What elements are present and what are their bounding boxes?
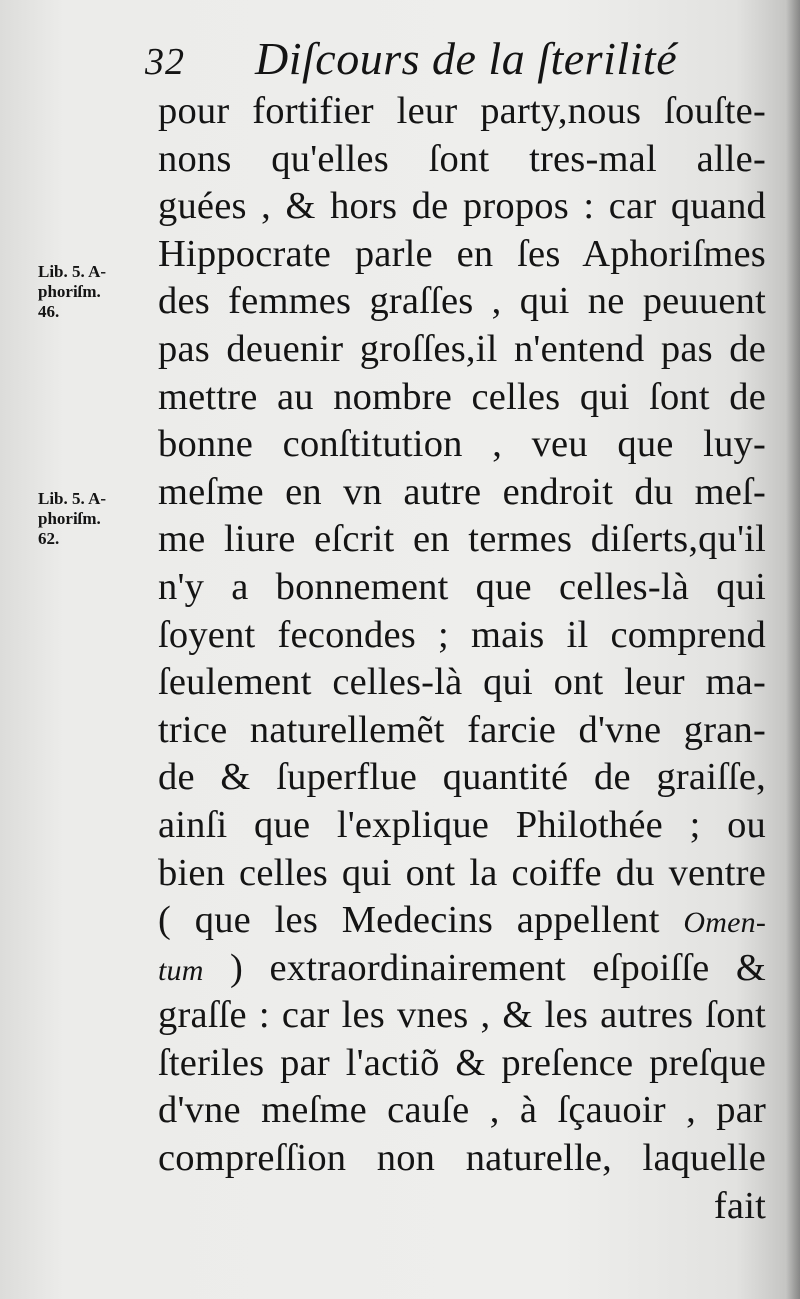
text-line: me liure eſcrit en termes diſerts,qu'il [158, 518, 766, 561]
text-line: bien celles qui ont la coiffe du ventre [158, 851, 766, 894]
text-line: de & ſuperflue quantité de graiſſe, [158, 756, 766, 799]
marginal-note-line: 62. [38, 529, 60, 548]
marginal-note-line: phoriſm. [38, 282, 101, 301]
text-line: bonne conſtitution , veu que luy- [158, 423, 766, 466]
text-fragment: ) extraordinairement eſpoiſſe & [230, 946, 766, 989]
text-line: mettre au nombre celles qui ſont de [158, 375, 766, 418]
text-line: guées , & hors de propos : car quand [158, 185, 766, 228]
catchword: fait [713, 1184, 766, 1227]
text-line: d'vne meſme cauſe , à ſçauoir , par [158, 1089, 766, 1132]
marginal-note-line: Lib. 5. A- [38, 262, 107, 281]
text-line [158, 897, 766, 945]
text-line: Hippocrate parle en ſes Aphoriſmes [158, 232, 766, 275]
text-line: pas deuenir groſſes,il n'entend pas de [158, 327, 766, 370]
marginal-note [38, 489, 150, 549]
marginal-note-line: Lib. 5. A- [38, 489, 107, 508]
page-header [145, 32, 765, 92]
italic-term: tum [158, 953, 204, 987]
text-line: compreſſion non naturelle, laquelle [158, 1137, 766, 1180]
marginal-note [38, 262, 150, 322]
marginal-note-line: 46. [38, 302, 60, 321]
text-line: meſme en vn autre endroit du meſ- [158, 470, 766, 513]
text-line: nons qu'elles ſont tres-mal alle- [158, 137, 766, 180]
text-line [158, 945, 766, 993]
marginal-note-line: phoriſm. [38, 509, 101, 528]
italic-term: Omen- [683, 906, 767, 940]
body-text [158, 88, 766, 1230]
page-number: 32 [145, 41, 185, 83]
text-line: n'y a bonnement que celles-là qui [158, 565, 766, 608]
text-line: graſſe : car les vnes , & les autres ſont [158, 994, 766, 1037]
text-line: ſteriles par l'actiõ & preſence preſque [158, 1041, 766, 1084]
page-edge-shadow [786, 0, 800, 1299]
text-line: ainſi que l'explique Philothée ; ou [158, 803, 766, 846]
text-fragment: ( que les Medecins appellent [158, 899, 660, 942]
text-line: des femmes graſſes , qui ne peuuent [158, 280, 766, 323]
text-line: ſoyent fecondes ; mais il comprend [158, 613, 766, 656]
running-title: Diſcours de la ſterilité [255, 33, 678, 84]
text-line: trice naturellemẽt farcie d'vne gran- [158, 708, 766, 751]
text-line: ſeulement celles-là qui ont leur ma- [158, 661, 766, 704]
text-line: pour fortifier leur party,nous ſouſte- [158, 90, 766, 132]
